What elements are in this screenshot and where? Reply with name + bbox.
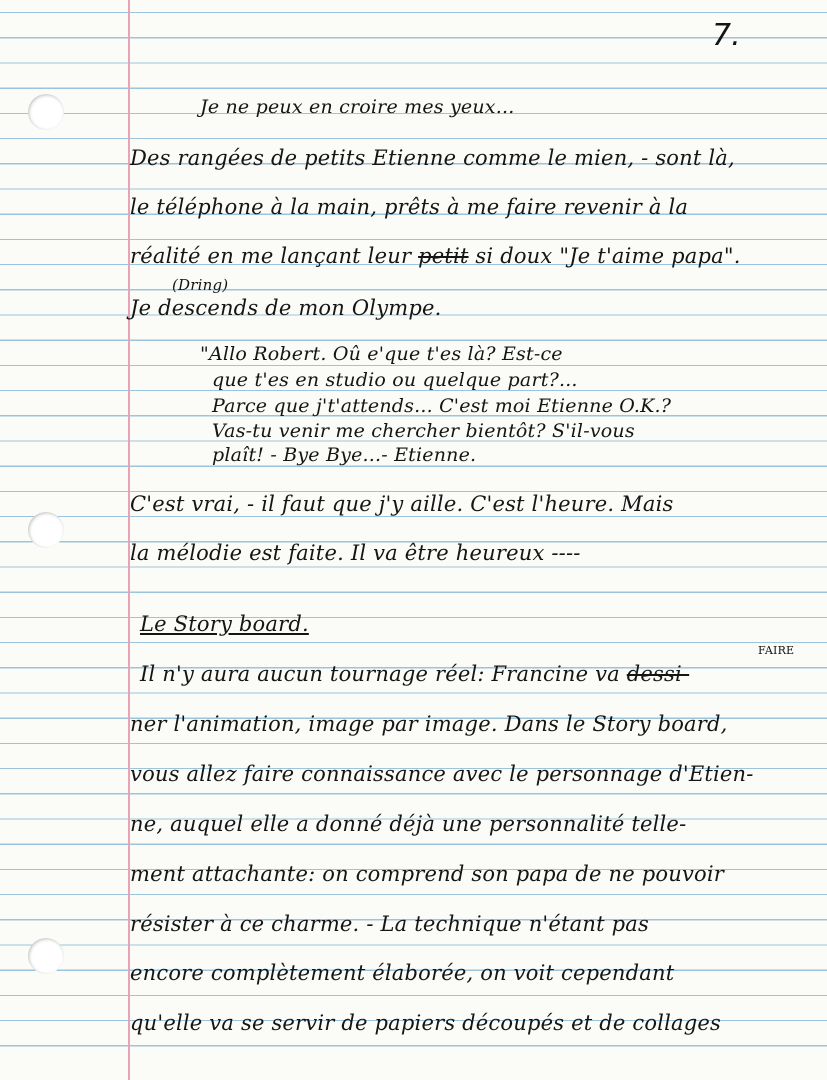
text-line: Je ne peux en croire mes yeux... [200,96,515,118]
text-line: Il n'y aura aucun tournage réel: Francine va dessi- [140,662,690,686]
text-line: résister à ce charme. - La technique n'étant pas [130,912,649,936]
text-line: ne, auquel elle a donné déjà une personnalité telle- [130,812,687,836]
quote-line: que t'es en studio ou quelque part?... [212,369,578,391]
text-line: ment attachante: on comprend son papa de ne pouvoir [130,862,725,886]
insert-word: FAIRE [758,644,795,657]
quote-line: Vas-tu venir me chercher bientôt? S'il-vous [212,420,635,442]
binder-hole [28,94,64,130]
binder-hole [28,938,64,974]
annotation-dring: (Dring) [172,276,229,294]
text-line: qu'elle va se servir de papiers découpés et de collages [130,1011,721,1035]
text-line: Des rangées de petits Etienne comme le mien, - sont là, [130,146,735,170]
section-heading: Le Story board. [140,612,309,636]
text-line: C'est vrai, - il faut que j'y aille. C'est l'heure. Mais [130,492,674,516]
text-line: réalité en me lançant leur petit si doux "Je t'aime papa". [130,244,741,268]
quote-line: Parce que j't'attends... C'est moi Etienne O.K.? [212,395,672,417]
quote-line: plaît! - Bye Bye...- Etienne. [212,444,477,466]
text-line: ner l'animation, image par image. Dans le Story board, [130,712,728,736]
text-line: Je descends de mon Olympe. [130,296,442,320]
text-line: vous allez faire connaissance avec le personnage d'Etien- [130,762,754,786]
text-line: encore complètement élaborée, on voit cependant [130,961,675,985]
quote-line: "Allo Robert. Oû e'que t'es là? Est-ce [200,343,563,365]
text-line: le téléphone à la main, prêts à me faire revenir à la [130,195,689,219]
page-number: 7. [712,18,741,53]
text-line: la mélodie est faite. Il va être heureux ---- [130,541,581,565]
binder-hole [28,512,64,548]
